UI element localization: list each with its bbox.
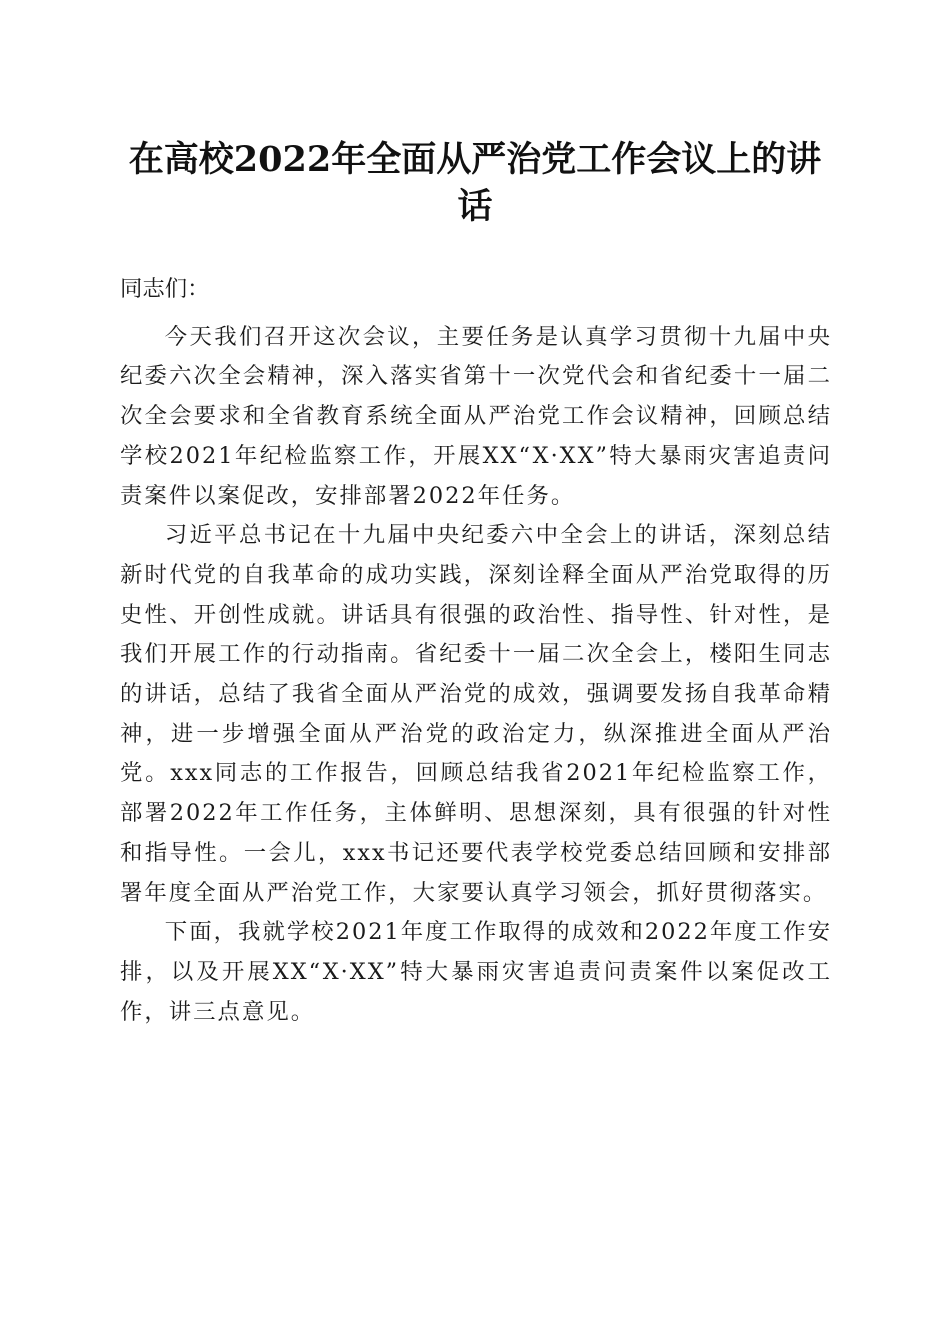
document-title: 在高校2022年全面从严治党工作会议上的讲话: [128, 139, 822, 227]
document-body: [120, 270, 832, 1032]
salutation: 同志们：: [120, 276, 210, 302]
paragraph-1: 今天我们召开这次会议，主要任务是认真学习贯彻十九届中央纪委六次全会精神，深入落实省第十一次党代会和省纪委十一届二次全会要求和全省教育系统全面从严治党工作会议精神，回顾总结学校2021年纪检监察工作，开展XX“X·XX”特大暴雨灾害追责问责案件以案促改，安排部署2022年任务。: [120, 323, 832, 509]
paragraph-2: 习近平总书记在十九届中央纪委六中全会上的讲话，深刻总结新时代党的自我革命的成功实践，深刻诠释全面从严治党取得的历史性、开创性成就。讲话具有很强的政治性、指导性、针对性，是我们开展工作的行动指南。省纪委十一届二次全会上，楼阳生同志的讲话，总结了我省全面从严治党的成效，强调要发扬自我革命精神，进一步增强全面从严治党的政治定力，纵深推进全面从严治党。xxx同志的工作报告，回顾总结我省2021年纪检监察工作，部署2022年工作任务，主体鲜明、思想深刻，具有很强的针对性和指导性。一会儿，xxx书记还要代表学校党委总结回顾和安排部署年度全面从严治党工作，大家要认真学习领会，抓好贯彻落实。: [120, 522, 832, 906]
paragraph-3: 下面，我就学校2021年度工作取得的成效和2022年度工作安排，以及开展XX“X·XX”特大暴雨灾害追责问责案件以案促改工作，讲三点意见。: [120, 919, 832, 1025]
